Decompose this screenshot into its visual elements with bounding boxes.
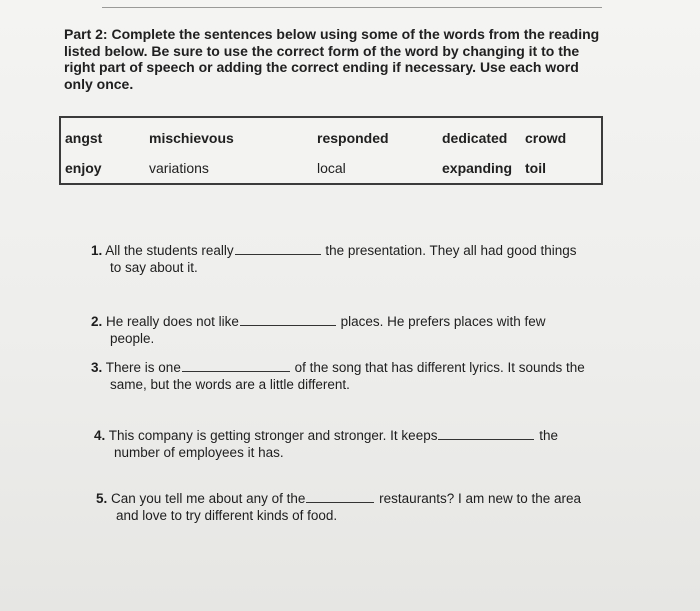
word-bank — [59, 116, 603, 185]
question-text-part-a: All the students really — [105, 243, 234, 258]
question-4-continuation: number of employees it has. — [114, 445, 284, 460]
answer-blank-4[interactable] — [438, 438, 534, 440]
question-2-continuation: people. — [110, 331, 155, 346]
question-text-part-b: of the song that has different lyrics. It sounds the — [294, 360, 585, 375]
question-5-continuation: and love to try different kinds of food. — [116, 508, 338, 523]
instructions-line-4: only once. — [64, 75, 134, 92]
instructions-line-3: right part of speech or adding the correct ending if necessary. Use each word — [64, 59, 579, 75]
instructions-line-1: Part 2: Complete the sentences below using some of the words from the reading — [64, 26, 600, 42]
word-bank-item: variations — [149, 160, 209, 176]
answer-blank-1[interactable] — [235, 253, 321, 255]
question-number: 3. — [91, 360, 103, 375]
question-text-part-b: restaurants? I am new to the area — [379, 491, 582, 506]
word-bank-item: local — [317, 160, 346, 176]
question-text-part-a: There is one — [105, 360, 181, 375]
question-4 — [94, 428, 558, 444]
top-divider — [102, 7, 602, 8]
instructions — [64, 26, 624, 92]
question-text-part-a: This company is getting stronger and stronger. It keeps — [108, 428, 438, 443]
word-bank-item: mischievous — [149, 130, 234, 146]
question-1-continuation: to say about it. — [110, 260, 198, 275]
answer-blank-2[interactable] — [240, 324, 336, 326]
question-number: 4. — [94, 428, 106, 443]
word-bank-item: dedicated — [442, 130, 508, 146]
question-text-part-a: Can you tell me about any of the — [111, 491, 306, 506]
question-3 — [91, 360, 585, 376]
question-2 — [91, 314, 545, 330]
question-number: 5. — [96, 491, 108, 506]
word-bank-item: expanding — [442, 160, 513, 176]
question-text-part-a: He really does not like — [106, 314, 239, 329]
question-text-part-b: the presentation. They all had good things — [325, 243, 577, 258]
question-3-continuation: same, but the words are a little different. — [110, 377, 350, 392]
answer-blank-5[interactable] — [306, 501, 374, 503]
answer-blank-3[interactable] — [182, 370, 290, 372]
word-bank-item: responded — [317, 130, 389, 146]
question-text-part-b: the — [539, 428, 559, 443]
question-5 — [96, 491, 581, 507]
word-bank-item: toil — [525, 160, 546, 176]
question-1 — [91, 243, 577, 259]
instructions-line-2: listed below. Be sure to use the correct form of the word by changing it to the — [64, 42, 580, 59]
word-bank-item: enjoy — [65, 160, 102, 176]
question-number: 2. — [91, 314, 103, 329]
question-number: 1. — [91, 243, 103, 258]
question-text-part-b: places. He prefers places with few — [340, 314, 546, 329]
word-bank-item: angst — [65, 130, 103, 146]
word-bank-item: crowd — [525, 130, 567, 146]
